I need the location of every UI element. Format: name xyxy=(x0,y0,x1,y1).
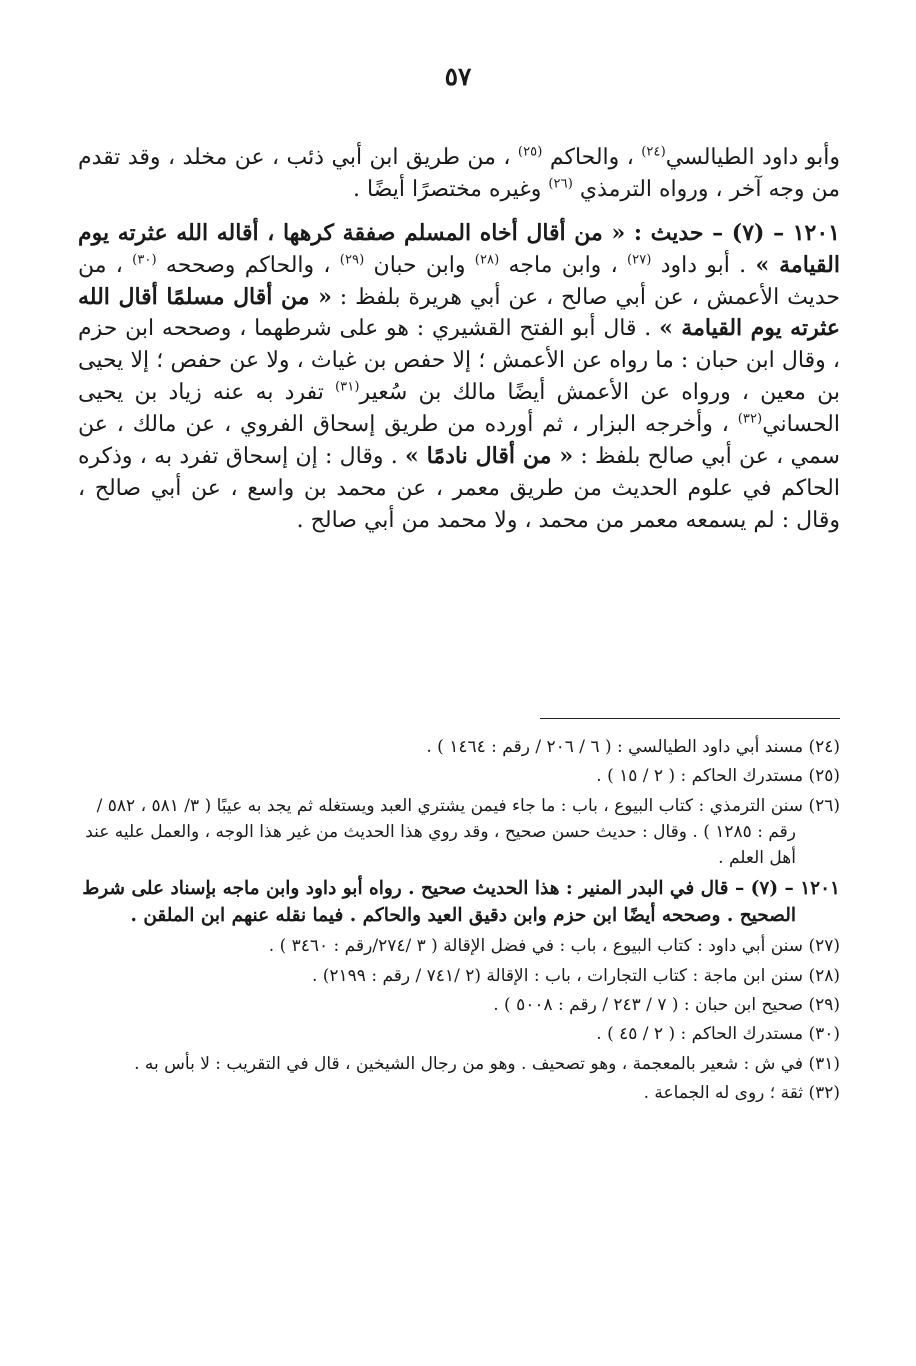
hadith-quote: « من أقال نادمًا » xyxy=(405,443,574,470)
footnotes xyxy=(78,734,840,1109)
footnote-28: (٢٨) سنن ابن ماجة : كتاب التجارات ، باب : الإقالة (٢ /٧٤١ / رقم : ٢١٩٩) . xyxy=(311,965,840,986)
footnote-ref-29: (٢٩) xyxy=(339,252,365,268)
footnote-32: (٣٢) ثقة ؛ روى له الجماعة . xyxy=(643,1082,840,1103)
hadith-heading: ١٢٠١ – (٧) – حديث : « من أقال أخاه المسلم صفقة كرهها ، أقاله الله عثرته يوم القيامة » xyxy=(78,219,840,278)
main-paragraph-1 xyxy=(78,142,840,206)
footnote-30: (٣٠) مستدرك الحاكم : ( ٢ / ٤٥ ) . xyxy=(596,1024,840,1045)
text-run: ، وأخرجه البزار ، ثم أورده من طريق إسحاق الفروي ، عن مالك ، عن سمي ، عن أبي صالح بلفظ : xyxy=(78,412,840,470)
footnote-ref-30: (٣٠) xyxy=(132,252,157,268)
text-run: ، والحاكم xyxy=(542,145,642,170)
main-text xyxy=(78,142,840,537)
footnote-25: (٢٥) مستدرك الحاكم : ( ٢ / ١٥ ) . xyxy=(596,766,840,787)
footnote-27: (٢٧) سنن أبي داود : كتاب البيوع ، باب : في فضل الإقالة ( ٣ /٢٧٤/رقم : ٣٤٦٠ ) . xyxy=(268,936,840,957)
footnote-ref-24: (٢٤) xyxy=(641,144,666,160)
footnote-31: (٣١) في ش : شعير بالمعجمة ، وهو تصحيف . وهو من رجال الشيخين ، قال في التقريب : لا بأس به . xyxy=(134,1053,840,1074)
hadith-quote: « من أقال مسلمًا أقال الله عثرته يوم القيامة » xyxy=(78,283,840,342)
text-run: . وقال : إن إسحاق تفرد به ، وذكره الحاكم في علوم الحديث من طريق معمر ، عن محمد بن واسع ، عن أبي صالح ، وقال : لم يسمعه معمر من محمد ، ولا محمد من أبي صالح . xyxy=(78,444,840,533)
footnote-ref-27: (٢٧) xyxy=(626,252,652,268)
text-run: ، والحاكم وصححه xyxy=(156,252,340,278)
page-number: ٥٧ xyxy=(444,62,472,91)
text-run: ، وابن ماجه xyxy=(499,252,627,278)
footnote-ref-25: (٢٥) xyxy=(517,144,543,160)
footnote-24: (٢٤) مسند أبي داود الطيالسي : ( ٦ / ٢٠٦ / رقم : ١٤٦٤ ) . xyxy=(426,737,840,757)
text-run: تفرد به عنه زياد بن يحيى الحساني xyxy=(78,380,840,438)
footnote-ref-31: (٣١) xyxy=(335,379,360,395)
footnote-hadith-1201: ١٢٠١ – (٧) – قال في البدر المنير : هذا الحديث صحيح . رواه أبو داود وابن ماجه بإسناد على شرط الصحيح . وصححه أيضًا ابن حزم وابن دقيق العيد والحاكم . فيما نقله عنهم ابن الملقن . xyxy=(82,877,840,927)
footnote-ref-26: (٢٦) xyxy=(548,176,573,192)
main-paragraph-2 xyxy=(78,218,840,537)
text-run: وابن حبان xyxy=(364,252,475,278)
text-run: . قال أبو الفتح القشيري : هو على شرطهما ، وصححه ابن حزم ، وقال ابن حبان : ما رواه عن الأعمش ؛ إلا حفص بن غياث ، ولا عن حفص ؛ إلا يحيى بن معين ، ورواه عن الأعمش أيضًا مالك بن سُعير xyxy=(78,316,840,406)
text-run: ، من طريق ابن أبي ذئب ، عن مخلد ، وقد تقدم من وجه آخر ، ورواه الترمذي xyxy=(78,145,840,202)
text-run: وغيره مختصرًا أيضًا . xyxy=(353,176,549,202)
footnote-divider xyxy=(540,718,840,719)
text-run: . أبو داود xyxy=(651,252,756,278)
footnote-ref-32: (٣٢) xyxy=(737,411,763,427)
footnote-ref-28: (٢٨) xyxy=(474,252,500,268)
text-run: ، من حديث الأعمش ، عن أبي صالح ، عن أبي هريرة بلفظ : xyxy=(78,252,841,310)
text-run: وأبو داود الطيالسي xyxy=(665,145,841,170)
footnote-29: (٢٩) صحيح ابن حبان : ( ٧ / ٢٤٣ / رقم : ٥٠٠٨ ) . xyxy=(493,994,840,1015)
footnote-26: (٢٦) سنن الترمذي : كتاب البيوع ، باب : ما جاء فيمن يشتري العبد ويستغله ثم يجد به عيبًا ( ٣/ ٥٨١ ، ٥٨٢ / رقم : ١٢٨٥ ) . وقال : حديث حسن صحيح ، وقد روي هذا الحديث من غير هذا الوجه ، والعمل عليه عند أهل العلم . xyxy=(85,795,840,869)
